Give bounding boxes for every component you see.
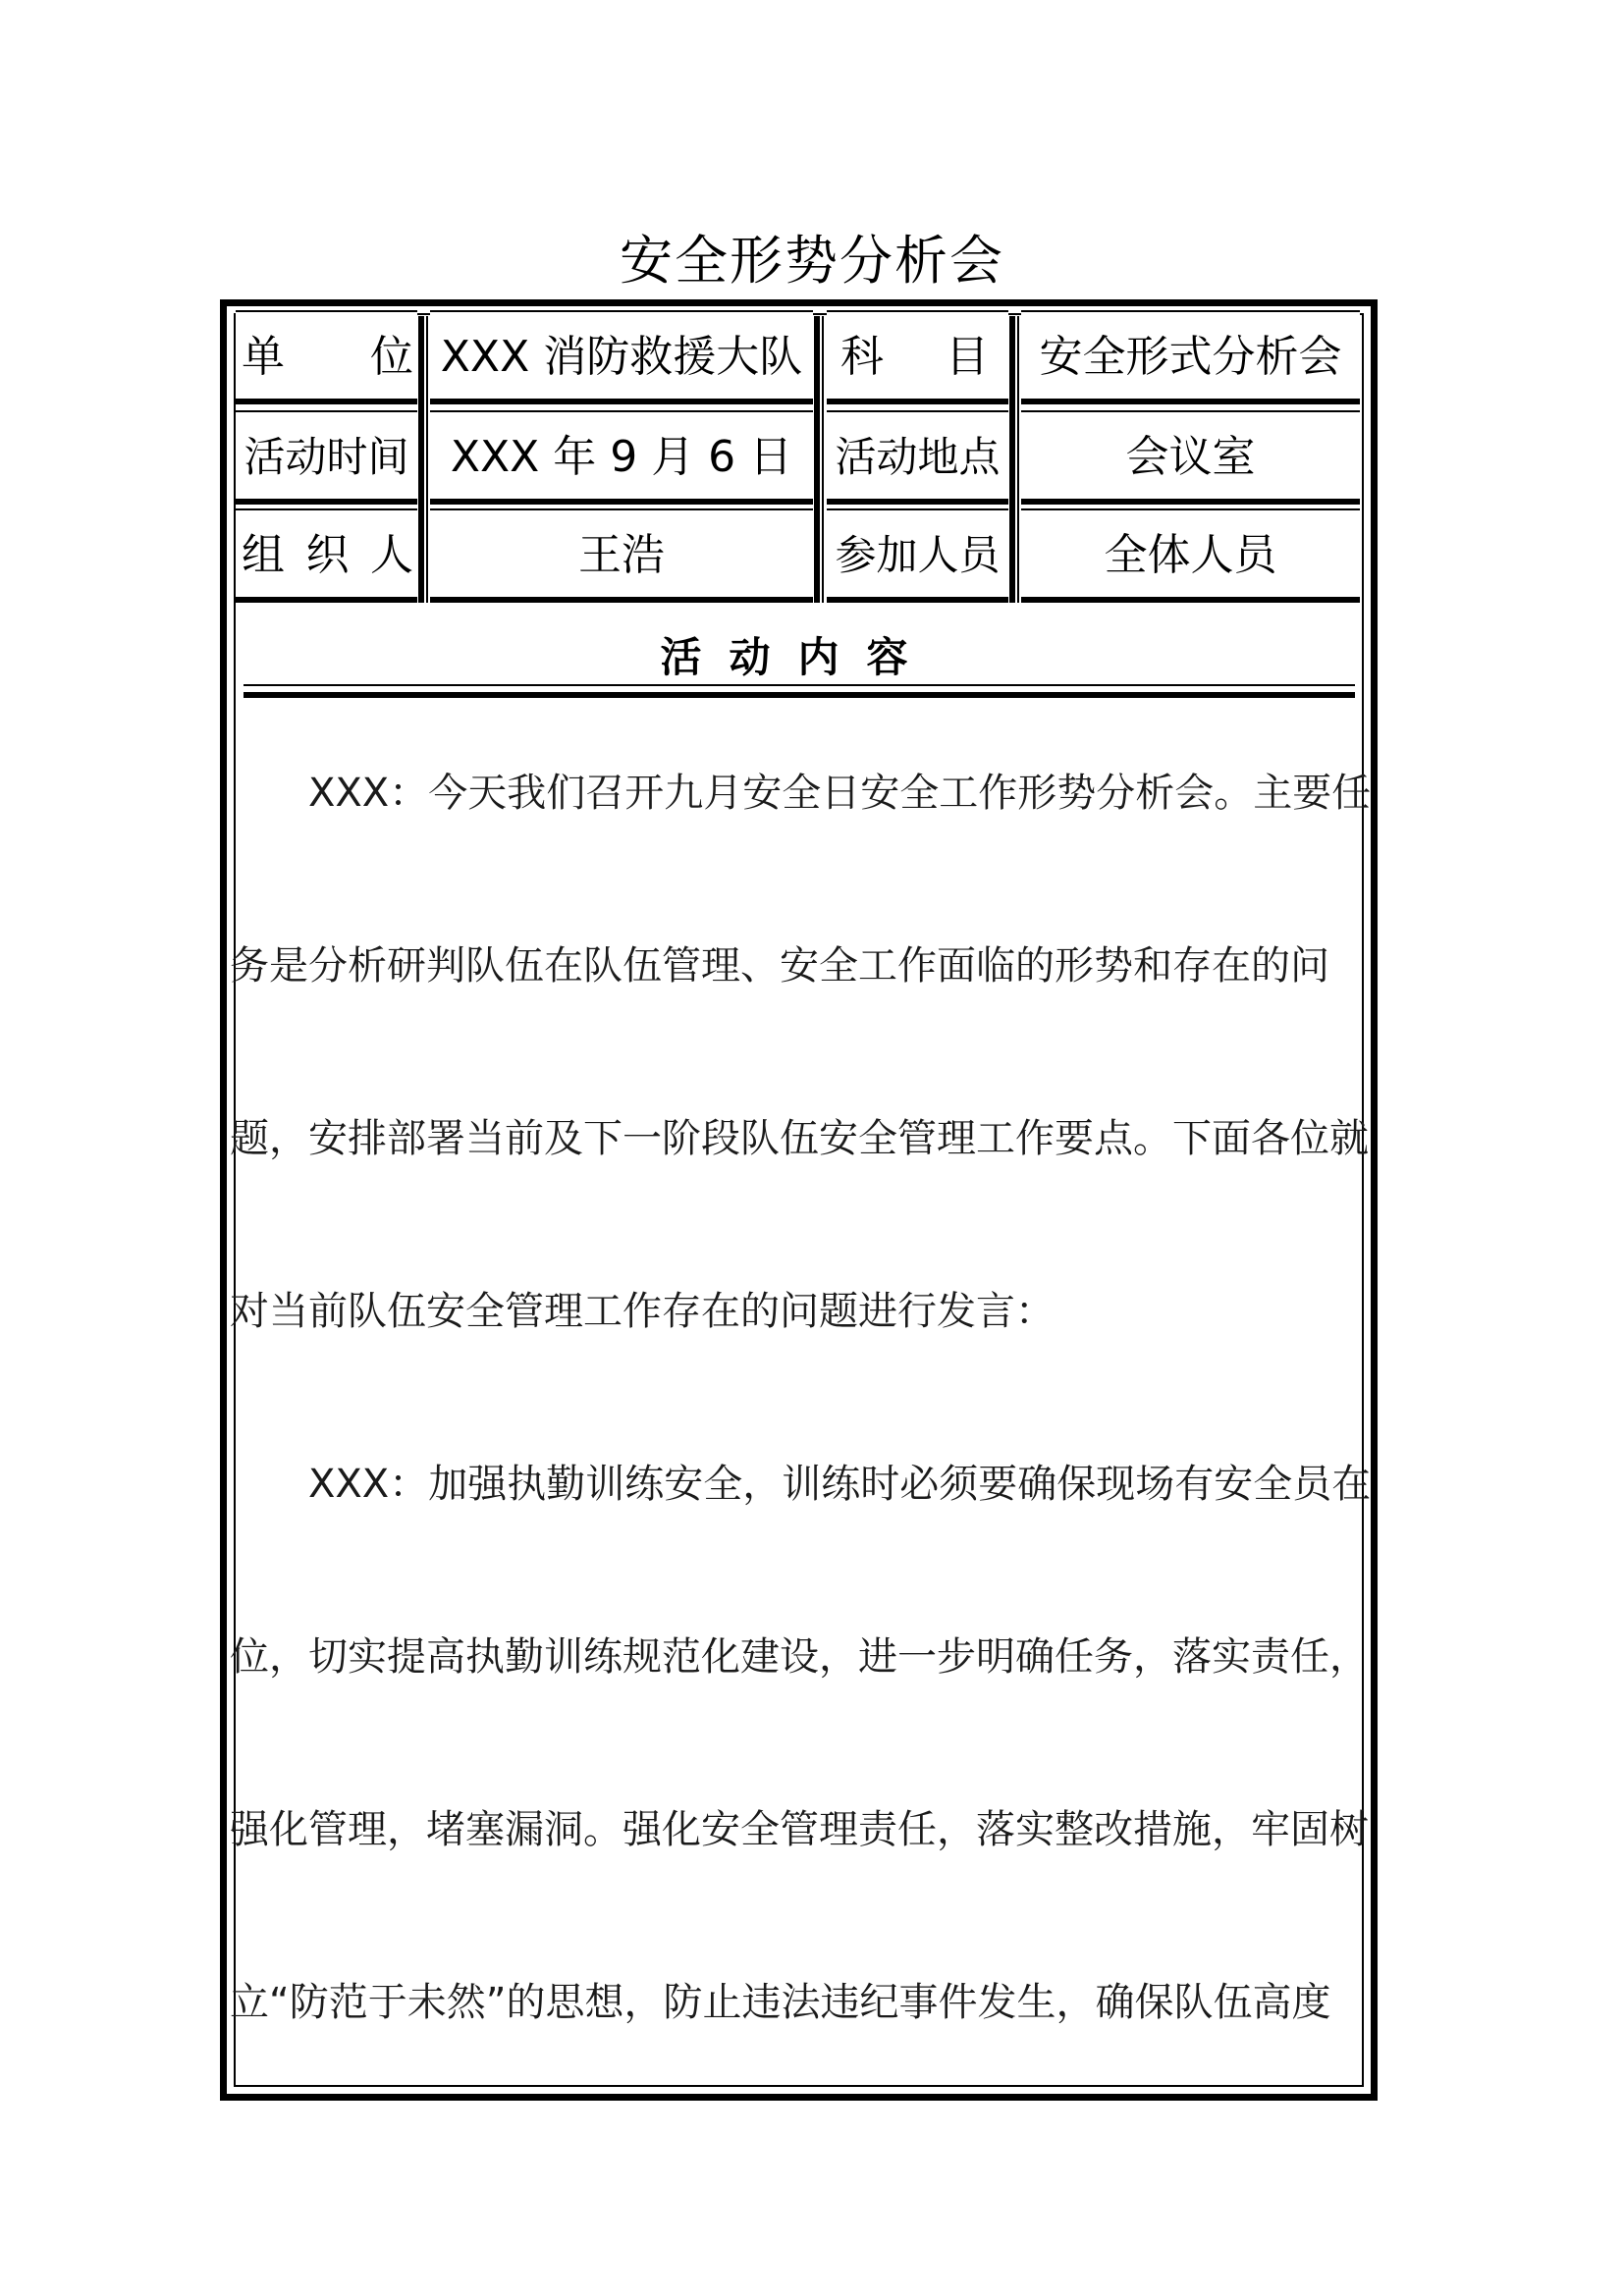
time-label: 活动时间	[236, 416, 417, 505]
column-separator-2	[814, 316, 820, 603]
organizer-label-char-1: 组	[242, 530, 285, 580]
content-body	[230, 707, 1375, 2089]
place-value: 会议室	[1021, 416, 1360, 505]
unit-value: XXX 消防救援大队	[430, 316, 813, 404]
subject-label-char-2: 目	[946, 332, 989, 382]
subject-label	[827, 316, 1008, 404]
organizer-label	[236, 514, 417, 603]
subject-label-char-1: 科	[840, 332, 884, 382]
column-separator-3	[1009, 316, 1015, 603]
time-value: XXX 年 9 月 6 日	[430, 416, 813, 505]
organizer-value: 王浩	[430, 514, 813, 603]
column-separator-1	[418, 316, 424, 603]
unit-label-char-2: 位	[370, 332, 413, 382]
participants-label: 参加人员	[827, 514, 1008, 603]
unit-label	[236, 316, 417, 404]
place-label: 活动地点	[827, 416, 1008, 505]
organizer-label-char-2: 织	[305, 530, 350, 580]
content-heading: 活动内容	[660, 633, 936, 681]
participants-value: 全体人员	[1021, 514, 1360, 603]
content-heading-underline	[244, 692, 1355, 698]
unit-label-char-1: 单	[242, 332, 285, 382]
subject-value: 安全形式分析会	[1021, 316, 1360, 404]
organizer-label-char-3: 人	[370, 530, 413, 580]
content-paragraph: XXX：今天我们召开九月安全日安全工作形势分析会。主要任务是分析研判队伍在队伍管理、安全工作面临的形势和存在的问题，安排部署当前及下一阶段队伍安全管理工作要点。下面各位就对当前队伍安全管理工作存在的问题进行发言：	[230, 771, 1372, 1334]
document-title: 安全形势分析会	[620, 230, 1004, 292]
content-paragraph: XXX：加强执勤训练安全，训练时必须要确保现场有安全员在位，切实提高执勤训练规范化建设，进一步明确任务，落实责任，强化管理，堵塞漏洞。强化安全管理责任，落实整改措施，牢固树立“防范于未然”的思想，防止违法违纪事件发生，确保队伍高度	[230, 1462, 1372, 2025]
